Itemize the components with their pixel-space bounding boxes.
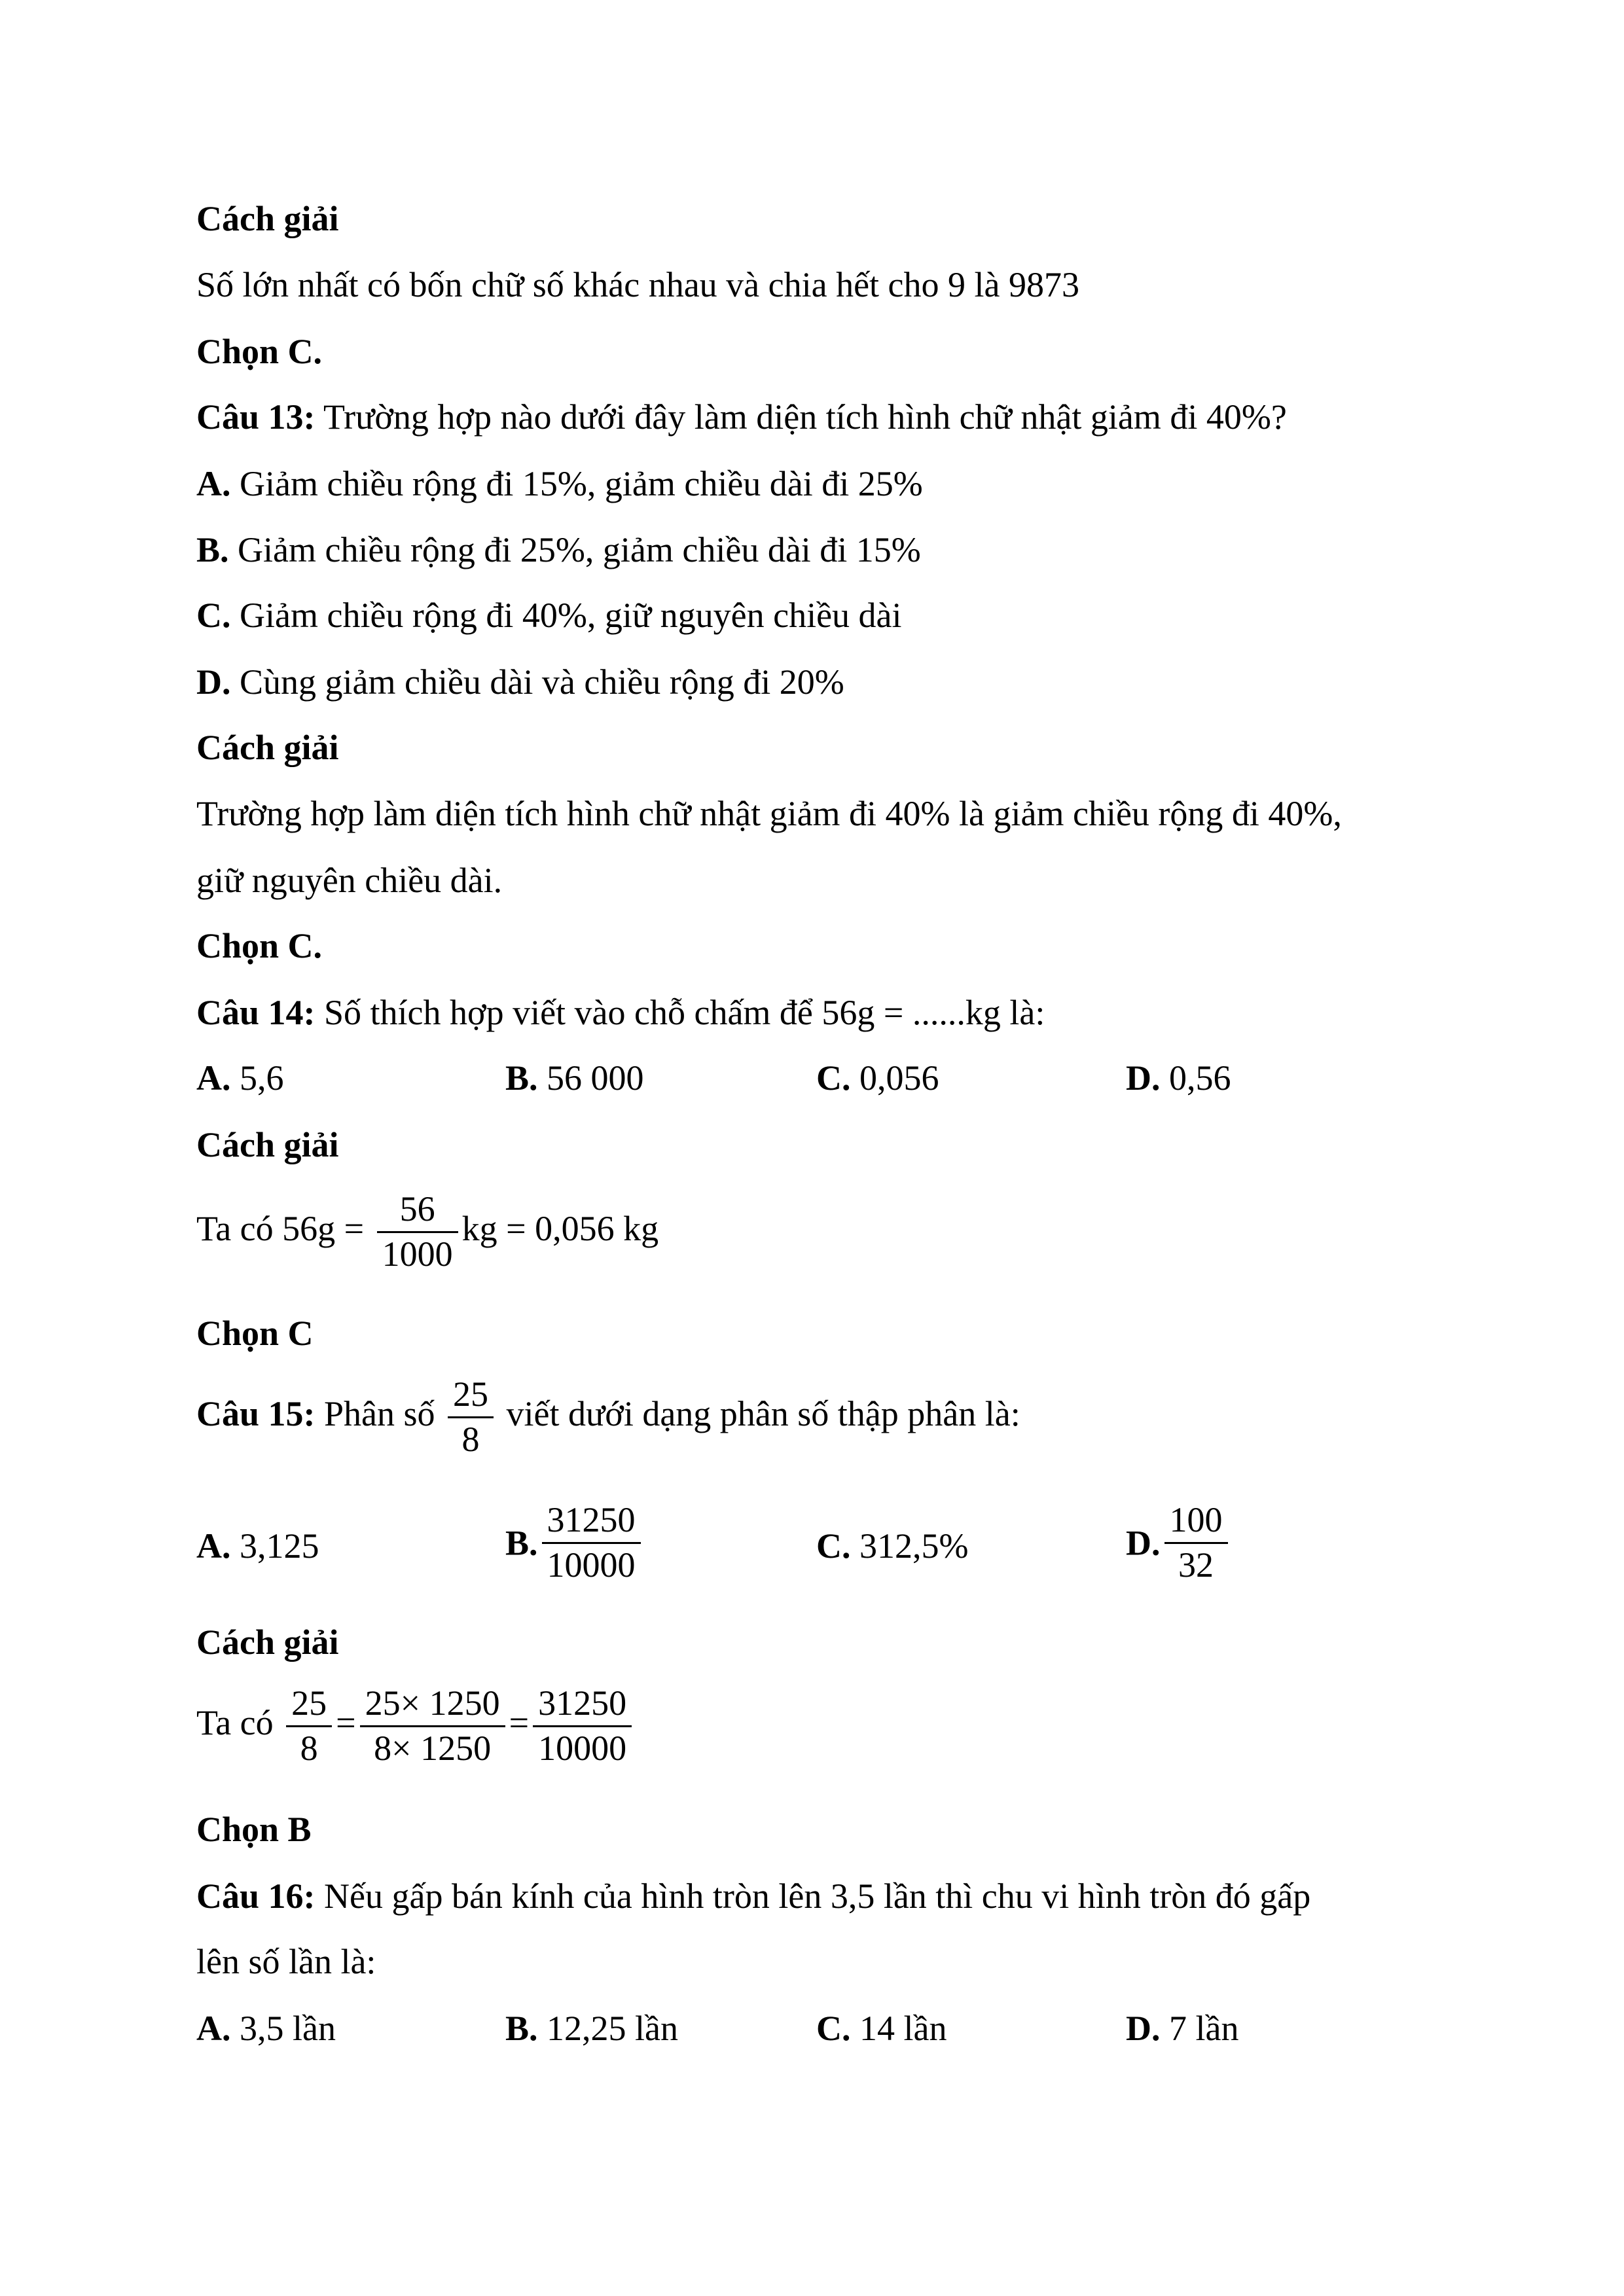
option-letter: B. [505, 1058, 538, 1098]
option-text: Cùng giảm chiều dài và chiều rộng đi 20% [230, 662, 844, 702]
option-b [505, 1499, 645, 1587]
solution-equation [196, 1682, 636, 1770]
option-d [1126, 1499, 1232, 1587]
fraction [377, 1188, 458, 1276]
fraction [533, 1682, 632, 1770]
solution-text: Số lớn nhất có bốn chữ số khác nhau và chia hết cho 9 là 9873 [196, 265, 1079, 304]
question-13 [196, 399, 1287, 435]
option-text: 7 lần [1160, 2009, 1239, 2048]
solution-text: Trường hợp làm diện tích hình chữ nhật giảm đi 40% là giảm chiều rộng đi 40%, [196, 794, 1342, 833]
option-text: Giảm chiều rộng đi 25%, giảm chiều dài đi 15% [228, 530, 921, 569]
option-letter: A. [196, 1526, 231, 1566]
equation-text: Ta có [196, 1702, 274, 1742]
option-text: Giảm chiều rộng đi 40%, giữ nguyên chiều dài [230, 596, 902, 635]
question-15 [196, 1373, 1020, 1462]
question-text: Số thích hợp viết vào chỗ chấm để 56g = ......kg là: [315, 993, 1045, 1032]
option-letter: B. [505, 2009, 538, 2048]
option-letter: D. [1126, 1058, 1161, 1098]
option-letter: C. [196, 596, 231, 635]
solution-heading: Cách giải [196, 1623, 339, 1662]
solution-heading: Cách giải [196, 728, 339, 767]
option-text: 5,6 [230, 1058, 284, 1098]
fraction-denominator: 10000 [547, 1545, 636, 1585]
option-text: 0,056 [850, 1058, 939, 1098]
fraction-denominator: 8× 1250 [374, 1728, 492, 1768]
fraction-denominator: 8 [461, 1419, 480, 1459]
option-d [1126, 2011, 1238, 2046]
fraction-denominator: 8 [300, 1728, 318, 1768]
option-text: 0,56 [1160, 1058, 1231, 1098]
option-text: 3,5 lần [230, 2009, 336, 2048]
option-a [196, 1528, 319, 1564]
question-text: Phân số [315, 1393, 435, 1433]
option-a [196, 466, 923, 501]
fraction-denominator: 10000 [538, 1728, 627, 1768]
solution-heading: Cách giải [196, 199, 339, 238]
option-b [196, 532, 921, 567]
question-label: Câu 13: [196, 397, 316, 437]
question-label: Câu 16: [196, 1876, 316, 1916]
option-c [816, 1528, 968, 1564]
solution-equation [196, 1188, 659, 1276]
option-letter: C. [816, 1526, 851, 1566]
fraction [286, 1682, 332, 1770]
answer-choice: Chọn C [196, 1314, 314, 1353]
fraction-numerator: 100 [1164, 1499, 1228, 1544]
option-c [816, 1060, 939, 1096]
option-b [505, 2011, 678, 2046]
option-a [196, 1060, 284, 1096]
answer-choice: Chọn C. [196, 926, 323, 965]
question-text: Trường hợp nào dưới đây làm diện tích hình chữ nhật giảm đi 40%? [315, 397, 1287, 437]
option-text: 3,125 [230, 1526, 319, 1566]
question-text: Nếu gấp bán kính của hình tròn lên 3,5 lần thì chu vi hình tròn đó gấp [315, 1876, 1311, 1916]
fraction-denominator: 32 [1178, 1545, 1214, 1585]
option-c [196, 598, 902, 633]
answer-choice: Chọn C. [196, 332, 323, 371]
fraction-numerator: 25× 1250 [360, 1682, 505, 1727]
option-letter: D. [196, 662, 231, 702]
equation-text: kg = 0,056 kg [461, 1208, 659, 1248]
option-letter: D. [1126, 2009, 1161, 2048]
option-letter: D. [1126, 1523, 1161, 1563]
fraction-numerator: 25 [286, 1682, 332, 1727]
option-d [196, 664, 844, 700]
option-letter: B. [505, 1523, 538, 1563]
fraction-numerator: 25 [448, 1373, 494, 1418]
equation-text: Ta có 56g = [196, 1208, 365, 1248]
option-letter: C. [816, 1058, 851, 1098]
option-letter: B. [196, 530, 229, 569]
fraction [360, 1682, 505, 1770]
fraction [542, 1499, 641, 1587]
option-c [816, 2011, 947, 2046]
answer-choice: Chọn B [196, 1810, 312, 1849]
fraction-denominator: 1000 [382, 1234, 453, 1274]
option-text: Giảm chiều rộng đi 15%, giảm chiều dài đi 25% [230, 464, 923, 503]
option-letter: C. [816, 2009, 851, 2048]
option-letter: A. [196, 2009, 231, 2048]
question-text-continued: lên số lần là: [196, 1942, 376, 1981]
option-text: 12,25 lần [537, 2009, 679, 2048]
question-14 [196, 995, 1045, 1030]
fraction [1164, 1499, 1228, 1587]
option-d [1126, 1060, 1231, 1096]
question-label: Câu 15: [196, 1393, 316, 1433]
question-label: Câu 14: [196, 993, 316, 1032]
fraction-numerator: 56 [377, 1188, 458, 1233]
question-16 [196, 1878, 1310, 1914]
fraction-numerator: 31250 [542, 1499, 641, 1544]
option-a [196, 2011, 336, 2046]
fraction [448, 1373, 494, 1462]
option-text: 14 lần [850, 2009, 947, 2048]
option-letter: A. [196, 1058, 231, 1098]
option-b [505, 1060, 644, 1096]
solution-heading: Cách giải [196, 1125, 339, 1164]
option-text: 56 000 [537, 1058, 644, 1098]
question-text: viết dưới dạng phân số thập phân là: [506, 1393, 1020, 1433]
option-letter: A. [196, 464, 231, 503]
equals-sign: = [509, 1702, 530, 1742]
fraction-numerator: 31250 [533, 1682, 632, 1727]
option-text: 312,5% [850, 1526, 969, 1566]
solution-text: giữ nguyên chiều dài. [196, 861, 503, 900]
equals-sign: = [336, 1702, 356, 1742]
